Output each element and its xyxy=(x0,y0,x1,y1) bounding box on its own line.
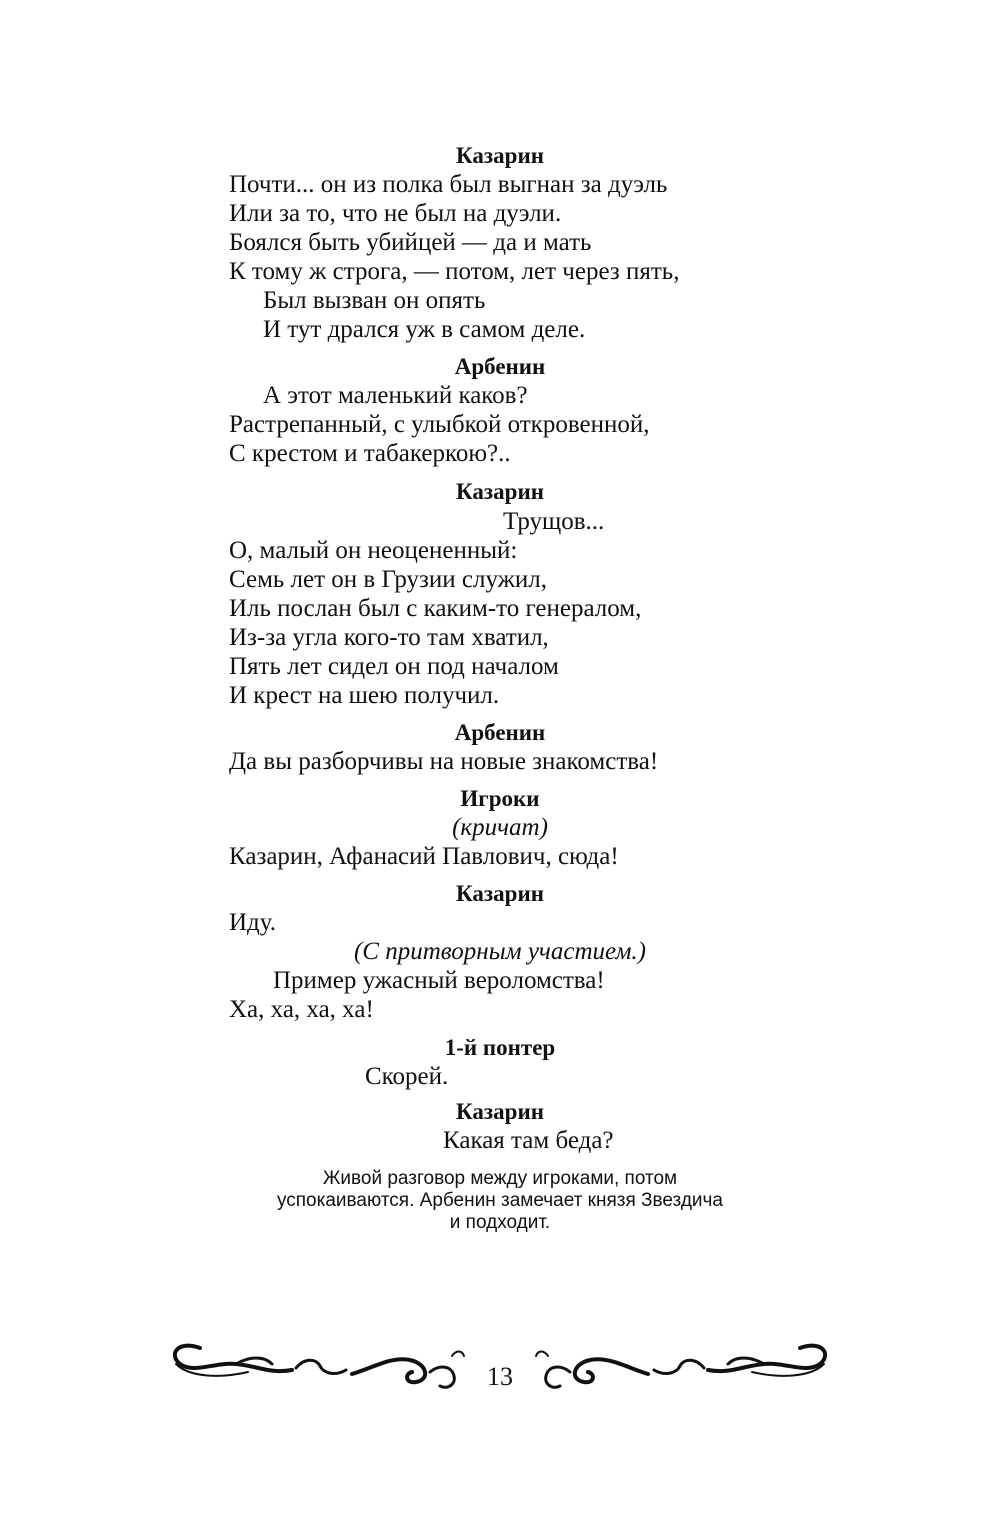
verse-line: Какая там беда? xyxy=(443,1127,614,1154)
speaker-name: Казарин xyxy=(456,143,544,168)
stage-direction-inline: (кричат) xyxy=(452,814,548,841)
speaker-name: Арбенин xyxy=(454,354,546,379)
verse-line: И крест на шею получил. xyxy=(229,682,500,709)
page-number: 13 xyxy=(487,1362,513,1391)
verse-line: Да вы разборчивы на новые знакомства! xyxy=(229,748,659,775)
verse-line: Был вызван он опять xyxy=(263,287,486,314)
verse-line: К тому ж строга, — потом, лет через пять, xyxy=(229,258,680,285)
stage-direction-inline: (С притворным участием.) xyxy=(353,938,647,965)
speaker-name: Казарин xyxy=(456,479,544,504)
verse-line: Казарин, Афанасий Павлович, сюда! xyxy=(229,843,619,870)
verse-line: Трущов... xyxy=(503,508,605,535)
verse-line: Или за то, что не был на дуэли. xyxy=(229,200,562,227)
verse-line: Пример ужасный вероломства! xyxy=(273,967,605,994)
stage-direction-line: и подходит. xyxy=(449,1212,551,1233)
verse-line: Боялся быть убийцей — да и мать xyxy=(229,229,592,256)
verse-line: Скорей. xyxy=(365,1063,449,1090)
verse-line: О, малый он неоцененный: xyxy=(229,537,518,564)
speaker-name: 1-й понтер xyxy=(444,1035,556,1060)
verse-line: Растрепанный, с улыбкой откровенной, xyxy=(229,411,650,438)
verse-line: Ха, ха, ха, ха! xyxy=(229,996,374,1023)
verse-line: Почти... он из полка был выгнан за дуэль xyxy=(229,171,668,198)
verse-line: Из-за угла кого-то там хватил, xyxy=(229,624,549,651)
verse-line: Пять лет сидел он под началом xyxy=(229,653,559,680)
stage-direction-line: Живой разговор между игроками, потом xyxy=(322,1168,678,1189)
stage-direction-line: успокаиваются. Арбенин замечает князя Звездича xyxy=(276,1190,724,1211)
verse-line: Семь лет он в Грузии служил, xyxy=(229,566,548,593)
speaker-name: Казарин xyxy=(456,1099,544,1124)
verse-line: И тут дрался уж в самом деле. xyxy=(263,316,586,343)
speaker-name: Арбенин xyxy=(454,720,546,745)
verse-line: Иду. xyxy=(229,909,277,936)
speaker-name: Игроки xyxy=(460,786,540,811)
verse-line: Иль послан был с каким-то генералом, xyxy=(229,595,642,622)
verse-line: А этот маленький каков? xyxy=(263,382,528,409)
verse-line: С крестом и табакеркою?.. xyxy=(229,440,511,467)
speaker-name: Казарин xyxy=(456,881,544,906)
